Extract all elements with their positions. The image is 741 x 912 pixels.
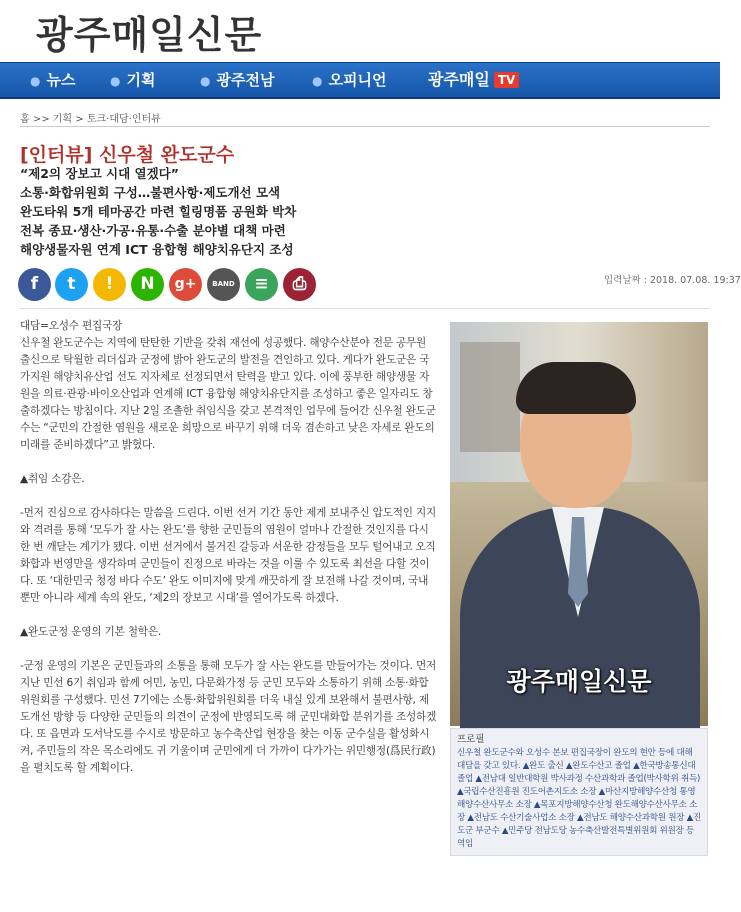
share-glyph: t [67,274,76,294]
paragraph: 신우철 완도군수는 지역에 탄탄한 기반을 갖춰 재선에 성공했다. 해양수산분야 전문 공무원 출신으로 탁월한 리더십과 군정에 밝아 완도군의 발전을 견인하고 있다. 게다가 완도군은 국가지원 해양치유산업 선도 지자체로 선정되면서 탄력을 받고 있다. 이에 풍부한 해양생물 자원을 의료·관광·바이오산업과 연계해 ICT 융합형 해양치유단지를 조성하고 좋은 일자리도 창출하겠다는 방침이다. 지난 2일 조촐한 취임식을 갖고 본격적인 업무에 들어간 신우철 완도군수는 “군민의 간절한 염원을 새로운 희망으로 바꾸기 위해 더욱 겸손하고 낮은 자세로 완도의 미래를 준비하겠다”고 밝혔다. [20,337,436,451]
naver-share-icon[interactable] [131,268,164,301]
nav-bullet-icon: ● [312,74,323,88]
interview-photo [450,322,708,726]
share-glyph: ⎙ [292,274,307,294]
subtitle: “제2의 장보고 시대 열겠다” [20,166,179,181]
kakaostory-share-icon[interactable] [93,268,126,301]
subtitle: 완도타워 5개 테마공간 마련 힐링명품 공원화 박차 [20,204,297,219]
article-subtitles [20,164,296,259]
profile-box [450,728,708,856]
subtitle: 전복 종묘·생산·가공·유통·수출 분야별 대책 마련 [20,223,286,238]
subtitle: 해양생물자원 연계 ICT 융합형 해양치유단지 조성 [20,242,294,257]
nav-label: 뉴스 [46,71,76,89]
share-glyph: g+ [174,276,197,292]
site-logo[interactable]: 광주매일신문 [36,13,263,57]
photo-watermark: 광주매일신문 [506,667,652,696]
profile-text: 신우철 완도군수와 오성수 본보 편집국장이 완도의 현안 등에 대해 대담을 갖고 있다. ▲완도 출신 ▲완도수산고 졸업 ▲한국방송통신대 졸업 ▲전남대 일반대학원 박사과정 수산과학과 졸업(박사학위 취득) ▲국립수산진흥원 진도어촌지도소 소장 ▲마산지방해양수산청 통영해양수산사무소 소장 ▲목포지방해양수산청 완도해양수산사무소 소장 ▲전남도 수산기술사업소 소장 ▲전남도 해양수산과학원 원장 ▲진도군 부군수 ▲민주당 전남도당 농수축산발전특별위원회 위원장 등 역임 [457,748,701,849]
question: ▲완도군정 운영의 기본 철학은. [20,626,162,638]
tv-label: 광주매일 [428,70,490,89]
divider [20,308,710,309]
divider [20,126,710,127]
article-date: 입력날짜 : 2018. 07.08. 19:37 [604,275,741,286]
twitter-share-icon[interactable] [55,268,88,301]
share-glyph: f [30,274,39,294]
nav-item-news[interactable] [30,63,75,97]
share-glyph: ! [105,274,114,294]
share-glyph: ≡ [254,274,269,294]
profile-title: 프로필 [457,734,485,745]
print-icon[interactable] [283,268,316,301]
share-glyph: N [140,274,155,294]
share-glyph: BAND [212,280,235,288]
nav-label: 광주전남 [216,71,275,89]
nav-label: 기획 [126,71,156,89]
article-body [20,318,438,777]
main-nav [0,62,720,99]
question: ▲취임 소감은. [20,473,85,485]
nav-item-planning[interactable] [110,63,155,97]
paragraph: -군정 운영의 기본은 군민들과의 소통을 통해 모두가 잘 사는 완도를 만들어가는 것이다. 먼저 지난 민선 6기 취임과 함께 어민, 농민, 다문화가정 등 군민 모두와 소통하기 위해 소통·화합위원회를 구성했다. 민선 7기에는 소통·화합위원회를 더욱 내실 있게 보완해서 불편사항, 제도개선 방향 등 다양한 군민들의 의견이 군정에 반영되도록 해 군민대화합 분위기를 조성하겠다. 또 읍면과 도서낙도를 수시로 방문하고 농수축산업 현장을 찾는 이동 군수실을 활성화시켜, 주민들의 작은 목소리에도 귀 기울이며 군민에게 더 가까이 다가가는 위민행정(爲民行政)을 펼치도록 할 계획이다. [20,660,437,774]
nav-bullet-icon: ● [110,74,121,88]
byline: 대담=오성수 편집국장 [20,320,123,332]
nav-item-opinion[interactable] [312,63,386,97]
nav-item-tv[interactable] [428,63,519,97]
facebook-share-icon[interactable] [18,268,51,301]
band-share-icon[interactable] [207,268,240,301]
paragraph: -먼저 진심으로 감사하다는 말씀을 드린다. 이번 선거 기간 동안 제게 보내주신 압도적인 지지와 격려를 통해 ‘모두가 잘 사는 완도’를 향한 군민들의 염원이 얼마나 간절한 것인지를 다시 한 번 깨닫는 계기가 됐다. 이번 선거에서 불거진 갈등과 서운한 감정들을 모두 털어내고 오직 화합과 번영만을 생각하며 군민들이 진정으로 바라는 것을 이룰 수 있도록 최선을 다할 것이다. 또 ‘대한민국 청정 바다 수도’ 완도 이미지에 맞게 깨끗하게 잘 보전해 나갈 것이며, 국내뿐만 아니라 세계 속의 완도, ‘제2의 장보고 시대’를 열어가도록 하겠다. [20,507,437,604]
list-icon[interactable] [245,268,278,301]
nav-item-gwangju-jeonnam[interactable] [200,63,274,97]
breadcrumb[interactable]: 홈 >> 기획 > 토크·대담·인터뷰 [20,114,161,125]
article-title: [인터뷰] 신우철 완도군수 [20,144,235,166]
subtitle: 소통·화합위원회 구성…불편사항·제도개선 모색 [20,185,281,200]
nav-bullet-icon: ● [200,74,211,88]
tv-badge: TV [494,72,519,88]
nav-bullet-icon: ● [30,74,41,88]
google-plus-share-icon[interactable] [169,268,202,301]
nav-label: 오피니언 [328,71,387,89]
